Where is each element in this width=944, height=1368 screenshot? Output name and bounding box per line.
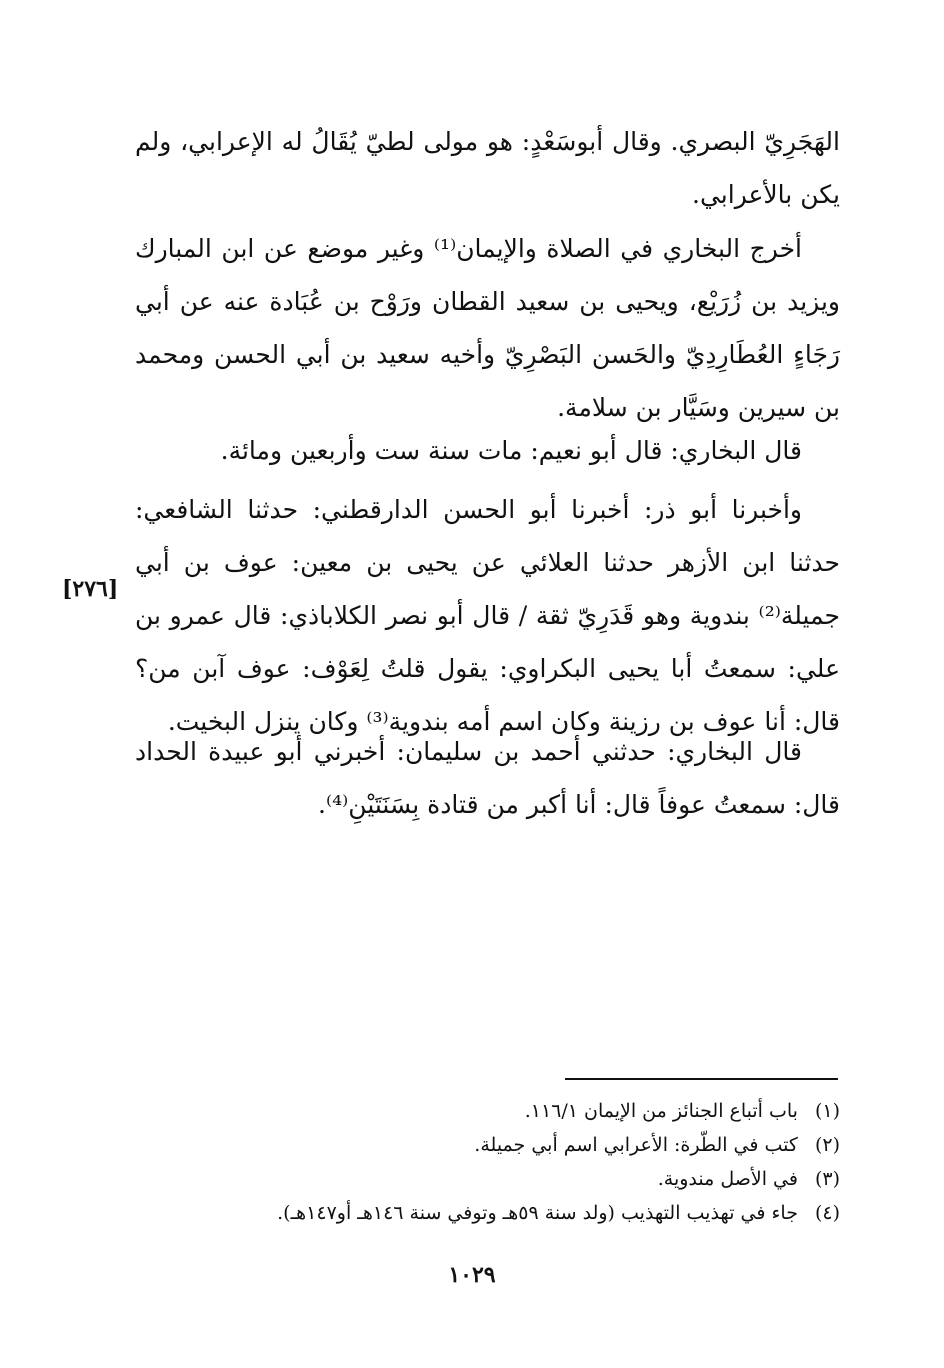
footnotes [200, 1094, 840, 1230]
footnote [200, 1128, 840, 1162]
paragraph-3 [135, 424, 840, 477]
paragraph-5 [135, 725, 840, 831]
footnote-separator [565, 1078, 838, 1080]
paragraph-text: الهَجَرِيّ البصري. وقال أبوسَعْدٍ: هو مولى لطيّ يُقَالُ له الإعرابي، ولم يكن بالأعرابي. [135, 127, 840, 209]
footnote-number: (١) [814, 1100, 840, 1122]
paragraph-text: قال البخاري: حدثني أحمد بن سليمان: أخبرني أبو عبيدة الحداد قال: سمعتُ عوفاً قال: أنا أكبر من قتادة بِسَنَتَيْنِ⁽⁴⁾. [135, 737, 840, 819]
footnote-text: باب أتباع الجنائز من الإيمان ١١٦/١. [524, 1100, 798, 1122]
paragraph-text: أخرج البخاري في الصلاة والإيمان⁽¹⁾ وغير موضع عن ابن المبارك ويزيد بن زُرَيْع، ويحيى بن سعيد القطان ورَوْح بن عُبَادة عنه عن أبي رَجَاءٍ العُطَارِدِيّ والحَسن البَصْرِيّ وأخيه سعيد بن أبي الحسن ومحمد بن سيرين وسَيَّار بن سلامة. [135, 234, 840, 422]
footnote [200, 1162, 840, 1196]
footnote-text: كتب في الطّرة: الأعرابي اسم أبي جميلة. [474, 1134, 798, 1156]
paragraph-text: قال البخاري: قال أبو نعيم: مات سنة ست وأربعين ومائة. [220, 436, 802, 465]
paragraph-4 [135, 483, 840, 748]
footnote-text: في الأصل مندوية. [657, 1168, 798, 1190]
footnote-text: جاء في تهذيب التهذيب (ولد سنة ٥٩هـ وتوفي سنة ١٤٦هـ أو١٤٧هـ). [277, 1202, 798, 1224]
page-number: ١٠٢٩ [448, 1262, 496, 1288]
paragraph-1 [135, 115, 840, 221]
paragraph-2 [135, 222, 840, 434]
footnote-number: (٢) [814, 1134, 840, 1156]
footnote-number: (٤) [814, 1202, 840, 1224]
footnote [200, 1094, 840, 1128]
manuscript-folio-marker: [٢٧٦] [62, 576, 119, 602]
footnote-number: (٣) [814, 1168, 840, 1190]
footnote [200, 1196, 840, 1230]
paragraph-text: وأخبرنا أبو ذر: أخبرنا أبو الحسن الدارقطني: حدثنا الشافعي: حدثنا ابن الأزهر حدثنا العلائي عن يحيى بن معين: عوف بن أبي جميلة⁽²⁾ بندوية وهو قَدَرِيّ ثقة / قال أبو نصر الكلاباذي: قال عمرو بن علي: سمعتُ أبا يحيى البكراوي: يقول قلتُ لِعَوْف: عوف آبن من؟ قال: أنا عوف بن رزينة وكان اسم أمه بندوية⁽³⁾ وكان ينزل البخيت. [135, 495, 840, 736]
